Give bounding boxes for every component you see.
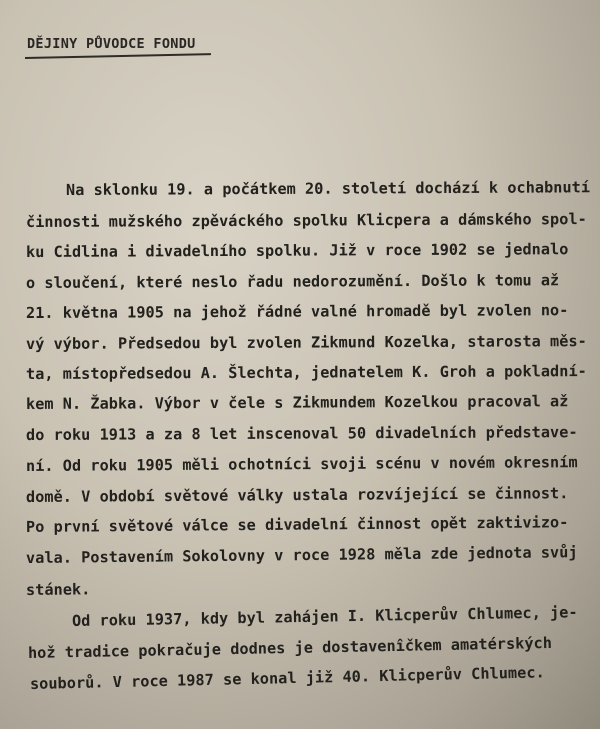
text-line: vý výbor. Předsedou byl zvolen Zikmund Kozelka, starosta měs- [25, 332, 587, 353]
text-line: vala. Postavením Sokolovny v roce 1928 měla zde jednota svůj [25, 543, 578, 567]
heading-underline [25, 53, 211, 59]
document-heading: DĚJINY PŮVODCE FONDU [27, 36, 196, 52]
text-line: o sloučení, které neslo řadu nedorozumění. Došlo k tomu až [25, 271, 560, 292]
text-line: stánek. [25, 580, 91, 599]
text-line: do roku 1913 a za 8 let inscenoval 50 divadelních představe- [25, 423, 578, 444]
text-line: souborů. V roce 1987 se konal již 40. Klicperův Chlumec. [29, 663, 545, 693]
text-line: Po první světové válce se divadelní činnost opět zaktivizo- [25, 513, 569, 536]
text-line: ní. Od roku 1905 měli ochotníci svoji scénu v novém okresním [25, 453, 578, 475]
text-line: hož tradice pokračuje dodnes je dostavenîčkem amatérských [27, 633, 553, 662]
text-line: Od roku 1937, kdy byl zahájen I. Klicperův Chlumec, je- [71, 603, 578, 630]
text-line: 21. května 1905 na jehož řádné valné hromadě byl zvolen no- [25, 301, 569, 322]
text-line: domě. V období světové války ustala rozvíjející se činnost. [25, 484, 569, 506]
text-line: Na sklonku 19. a počátkem 20. století dochází k ochabnutí [65, 178, 591, 199]
text-line: ta, místopředsedou A. Šlechta, jednatelem K. Groh a pokladní- [25, 362, 587, 383]
text-line: činnosti mužského zpěváckého spolku Klicpera a dámského spol- [25, 210, 587, 231]
text-line: ku Cidlina i divadelního spolku. Již v roce 1902 se jednalo [25, 240, 569, 261]
text-line: kem N. Žabka. Výbor v čele s Zikmundem Kozelkou pracoval až [25, 392, 569, 413]
